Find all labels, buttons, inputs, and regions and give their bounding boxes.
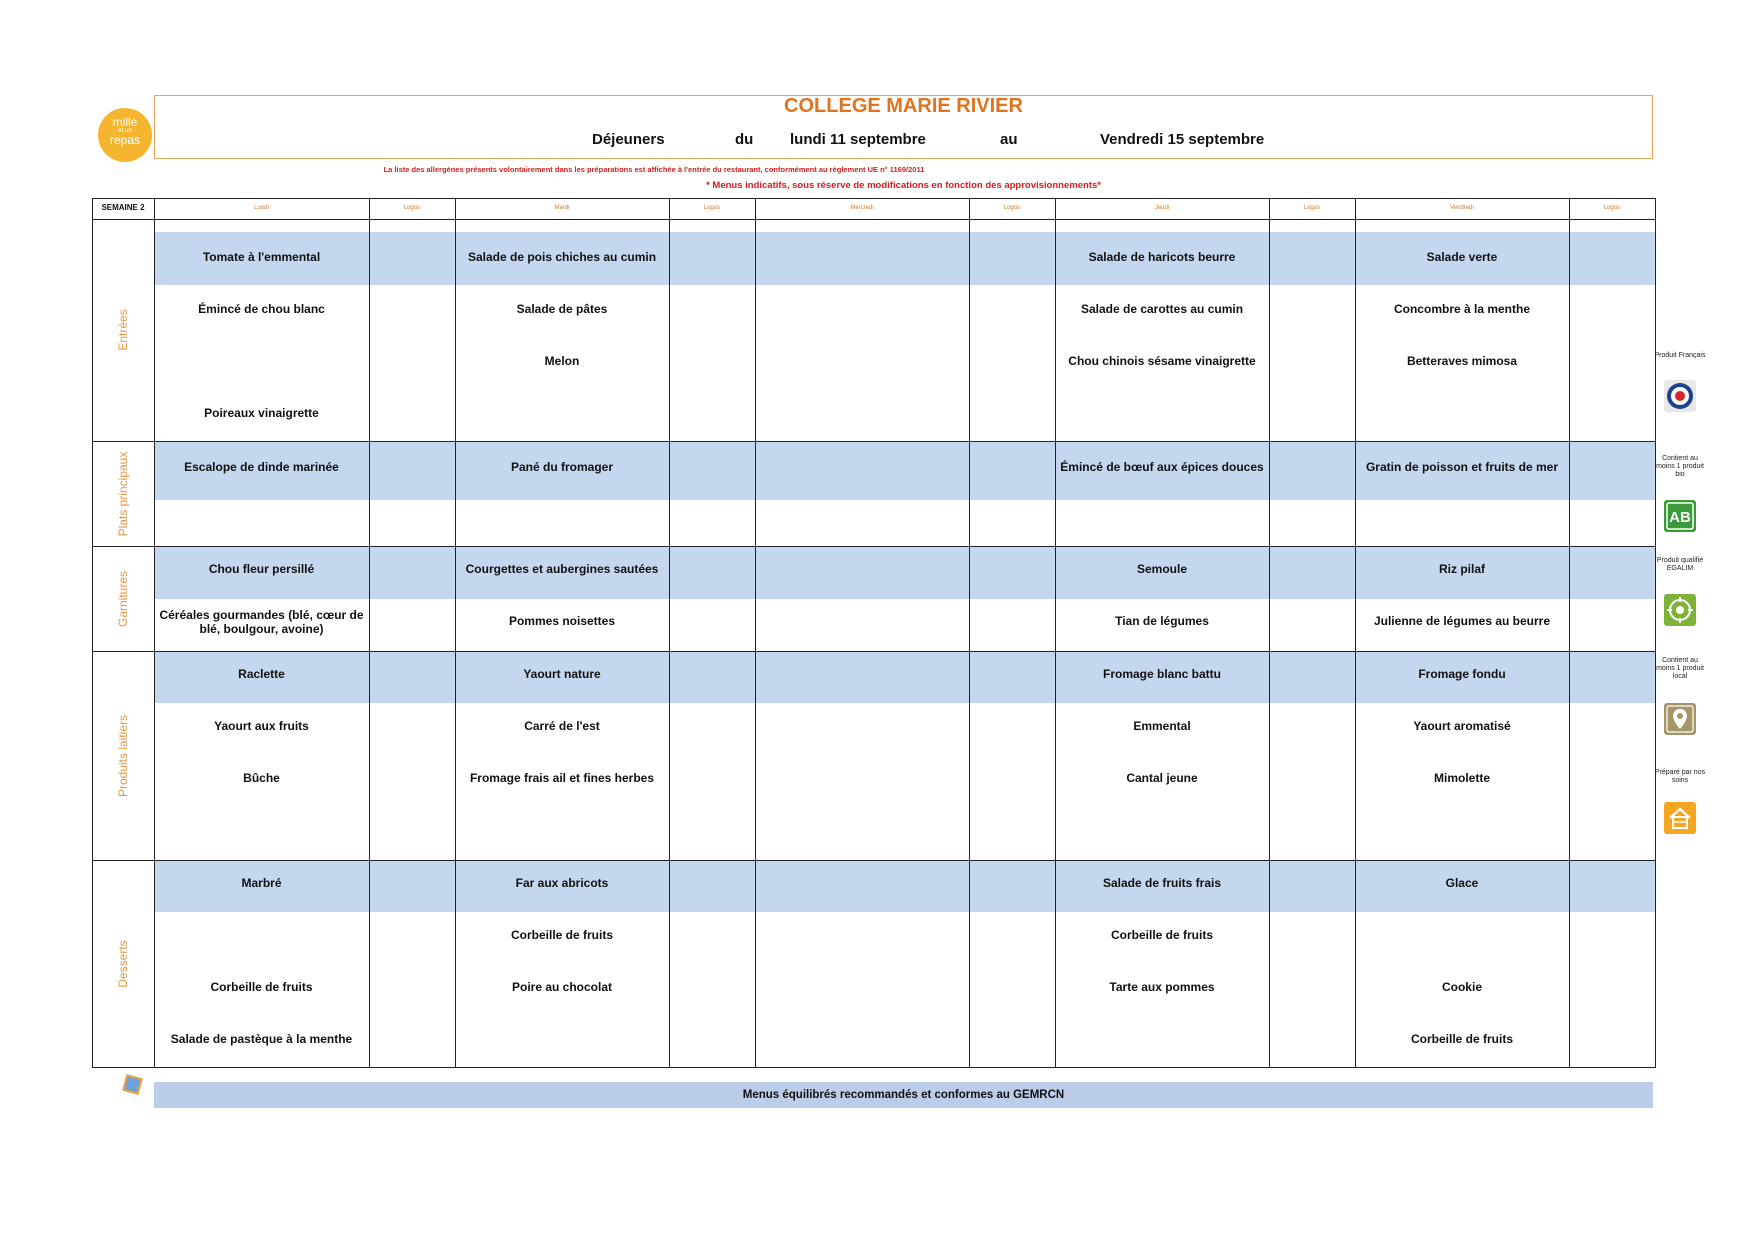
grid-vline [154,198,155,1067]
menu-item-jeudi-entrees: Salade de carottes au cumin [1080,302,1244,316]
menu-item-jeudi-desserts: Salade de fruits frais [1102,876,1222,890]
menu-item-mardi-desserts: Corbeille de fruits [510,928,614,942]
menu-item-mardi-entrees: Salade de pâtes [516,302,608,316]
menu-item-jeudi-desserts: Corbeille de fruits [1110,928,1214,942]
grid-vline [1569,198,1570,1067]
grid-hline [92,441,1656,442]
menu-item-mardi-desserts: Far aux abricots [515,876,609,890]
column-header-vendredi-8: Vendredi [1450,205,1474,211]
small-label-icon [122,1074,143,1095]
label-au: au [1000,131,1018,148]
category-label-laitiers [92,651,154,860]
menu-item-vendredi-laitiers: Fromage fondu [1418,667,1506,681]
column-header-logos-7: Logos [1303,205,1321,211]
date-start: lundi 11 septembre [790,131,926,148]
menu-item-mardi-laitiers: Carré de l'est [524,719,600,733]
category-text-plats: Plats principaux [116,451,130,536]
footer-gemrcn: Menus équilibrés recommandés et conformes au GEMRCN [154,1082,1653,1108]
grid-vline [369,198,370,1067]
grid-vline [755,198,756,1067]
grid-vline [969,198,970,1067]
label-dejeuners: Déjeuners [592,131,665,148]
local-pin-icon [1664,703,1696,735]
grid-hline [92,198,1656,199]
grid-vline [1269,198,1270,1067]
column-header-logos-9: Logos [1603,205,1621,211]
grid-vline [1355,198,1356,1067]
logo-line-2: et un [118,128,132,134]
legend-label-francais: Produit Français [1654,352,1706,359]
menu-item-jeudi-plats: Émincé de bœuf aux épices douces [1060,460,1264,474]
menu-item-lundi-plats: Escalope de dinde marinée [184,460,339,474]
french-roundel-icon [1664,380,1696,412]
grid-vline [669,198,670,1067]
category-text-laitiers: Produits laitiers [116,714,130,797]
column-header-mardi-2: Mardi [554,205,570,211]
menu-item-vendredi-plats: Gratin de poisson et fruits de mer [1365,460,1559,474]
category-text-entrees: Entrées [116,309,130,351]
menu-item-jeudi-garnitures: Tian de légumes [1115,614,1209,628]
menu-item-jeudi-laitiers: Cantal jeune [1126,771,1198,785]
allergen-note: La liste des allergènes présents volontairement dans les préparations est affichée à l'entrée du restaurant, conformément au règlement UE n° 1169/2011 [383,165,925,174]
grid-hline [92,1067,1656,1068]
menu-item-vendredi-laitiers: Mimolette [1433,771,1490,785]
menu-item-vendredi-desserts: Cookie [1441,980,1482,994]
category-label-garnitures [92,546,154,651]
menu-item-mardi-entrees: Melon [544,354,580,368]
category-label-entrees [92,219,154,441]
menu-item-mardi-laitiers: Yaourt nature [523,667,601,681]
category-label-desserts [92,860,154,1067]
school-title: COLLEGE MARIE RIVIER [784,95,1023,117]
date-end: Vendredi 15 septembre [1100,131,1265,148]
legend-label-egalim: Produit qualifié EGALIM [1656,557,1704,572]
egalim-icon [1664,594,1696,626]
svg-text:AB: AB [1669,509,1691,526]
menu-item-lundi-laitiers: Bûche [243,771,280,785]
column-header-logos-1: Logos [403,205,421,211]
menu-item-vendredi-entrees: Concombre à la menthe [1393,302,1531,316]
grid-vline [1055,198,1056,1067]
logo-line-1: mille [112,115,138,129]
menu-item-jeudi-garnitures: Semoule [1136,562,1187,576]
legend-label-bio: Contient au moins 1 produit bio [1656,455,1704,478]
menu-item-jeudi-desserts: Tarte aux pommes [1109,980,1215,994]
legend-label-fait-maison: Préparé par nos soins [1654,769,1706,784]
house-icon [1664,802,1696,834]
column-header-logos-5: Logos [1003,205,1021,211]
grid-hline [92,860,1656,861]
logo-line-3: repas [109,133,141,147]
indicatif-note: * Menus indicatifs, sous réserve de modifications en fonction des approvisionnements* [706,180,1101,191]
menu-item-mardi-garnitures: Courgettes et aubergines sautées [465,562,659,576]
menu-item-lundi-entrees: Tomate à l'emmental [202,250,321,264]
menu-item-vendredi-garnitures: Julienne de légumes au beurre [1373,614,1551,628]
column-header-logos-3: Logos [703,205,721,211]
menu-item-jeudi-laitiers: Fromage blanc battu [1102,667,1221,681]
label-du: du [735,131,754,148]
grid-hline [92,219,1656,220]
menu-item-mardi-entrees: Salade de pois chiches au cumin [467,250,657,264]
menu-item-mardi-plats: Pané du fromager [510,460,614,474]
grid-vline [455,198,456,1067]
menu-item-jeudi-entrees: Salade de haricots beurre [1088,250,1236,264]
column-header-jeudi-6: Jeudi [1154,205,1170,211]
menu-item-vendredi-desserts: Corbeille de fruits [1410,1032,1514,1046]
menu-item-vendredi-entrees: Betteraves mimosa [1406,354,1518,368]
menu-item-vendredi-garnitures: Riz pilaf [1438,562,1485,576]
menu-item-lundi-entrees: Poireaux vinaigrette [204,406,319,420]
menu-item-lundi-desserts: Salade de pastèque à la menthe [170,1032,353,1046]
menu-item-jeudi-entrees: Chou chinois sésame vinaigrette [1068,354,1256,368]
grid-vline [1655,198,1656,1067]
category-text-desserts: Desserts [116,939,130,988]
legend-label-local: Contient au moins 1 produit local [1656,657,1704,680]
week-label: SEMAINE 2 [101,203,145,212]
column-header-lundi-0: Lundi [254,205,269,211]
menu-item-lundi-garnitures: Chou fleur persillé [208,562,315,576]
grid-vline [92,198,93,1067]
menu-item-lundi-desserts: Marbré [241,876,282,890]
menu-item-lundi-laitiers: Raclette [238,667,285,681]
menu-item-jeudi-laitiers: Emmental [1133,719,1191,733]
menu-item-vendredi-entrees: Salade verte [1426,250,1498,264]
menu-item-vendredi-laitiers: Yaourt aromatisé [1413,719,1511,733]
menu-item-lundi-entrees: Émincé de chou blanc [198,302,325,316]
category-label-plats [92,441,154,546]
menu-item-mardi-desserts: Poire au chocolat [511,980,613,994]
grid-hline [92,651,1656,652]
column-header-mercredi-4: Mercredi [850,205,874,211]
ab-bio-icon [1664,500,1696,532]
menu-item-mardi-garnitures: Pommes noisettes [508,614,616,628]
menu-item-vendredi-desserts: Glace [1445,876,1479,890]
mille-et-un-repas-logo [98,108,152,162]
menu-item-lundi-laitiers: Yaourt aux fruits [214,719,309,733]
menu-item-lundi-desserts: Corbeille de fruits [210,980,313,994]
grid-hline [92,546,1656,547]
menu-item-lundi-garnitures: Céréales gourmandes (blé, cœur de blé, boulgour, avoine) [159,608,364,636]
category-text-garnitures: Garnitures [116,570,130,627]
menu-item-mardi-laitiers: Fromage frais ail et fines herbes [469,771,655,785]
